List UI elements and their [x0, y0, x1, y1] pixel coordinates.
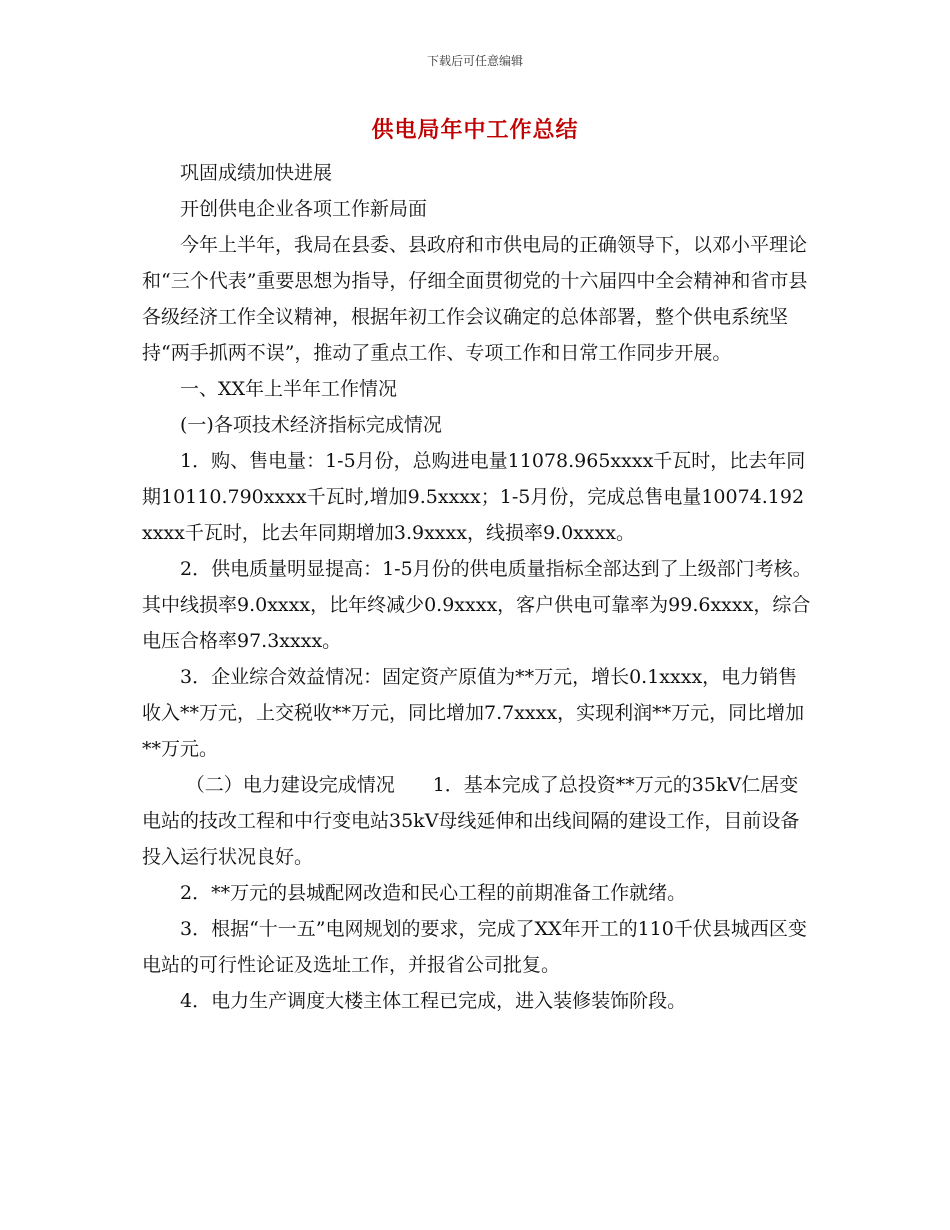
subsection-heading-1: (一)各项技术经济指标完成情况 [180, 414, 442, 436]
section-heading-1: 一、XX年上半年工作情况 [180, 378, 398, 400]
paragraph-intro: 今年上半年，我局在县委、县政府和市供电局的正确领导下，以邓小平理论和“三个代表”重要思想为指导，仔细全面贯彻党的十六届四中全会精神和省市县各级经济工作全议精神，根据年初工作会议确定的总体部署，整个供电系统坚持“两手抓两不误”，推动了重点工作、专项工作和日常工作同步开展。 [142, 234, 808, 364]
paragraph-subtitle-2: 开创供电企业各项工作新局面 [180, 198, 428, 220]
paragraph-item-3: 3．企业综合效益情况：固定资产原值为**万元，增长0.1xxxx，电力销售收入**万元，上交税收**万元，同比增加7.7xxxx，实现利润**万元，同比增加**万元。 [142, 666, 805, 760]
paragraph-subtitle-1: 巩固成绩加快进展 [180, 162, 333, 184]
paragraph-item-1: 1．购、售电量：1-5月份，总购进电量11078.965xxxx千瓦时，比去年同期10110.790xxxx千瓦时,增加9.5xxxx；1-5月份，完成总售电量10074.192xxxx千瓦时，比去年同期增加3.9xxxx，线损率9.0xxxx。 [142, 450, 806, 544]
paragraph-item-2: 2．供电质量明显提高：1-5月份的供电质量指标全部达到了上级部门考核。其中线损率9.0xxxx，比年终减少0.9xxxx，客户供电可靠率为99.6xxxx，综合电压合格率97.3xxxx。 [142, 558, 812, 652]
paragraph-item-2-2: 2．**万元的县城配网改造和民心工程的前期准备工作就绪。 [180, 882, 687, 904]
page-header: 下载后可任意编辑 [426, 54, 523, 68]
document-body [142, 155, 812, 1019]
paragraph-item-2-3: 3．根据“十一五”电网规划的要求，完成了XX年开工的110千伏县城西区变电站的可行性论证及选址工作，并报省公司批复。 [142, 918, 807, 976]
paragraph-item-2-4: 4．电力生产调度大楼主体工程已完成，进入装修装饰阶段。 [180, 990, 687, 1012]
paragraph-subsection-2: （二）电力建设完成情况 1．基本完成了总投资**万元的35kV仁居变电站的技改工程和中行变电站35kV母线延伸和出线间隔的建设工作，目前设备投入运行状况良好。 [142, 774, 800, 868]
document-title: 供电局年中工作总结 [371, 118, 579, 143]
